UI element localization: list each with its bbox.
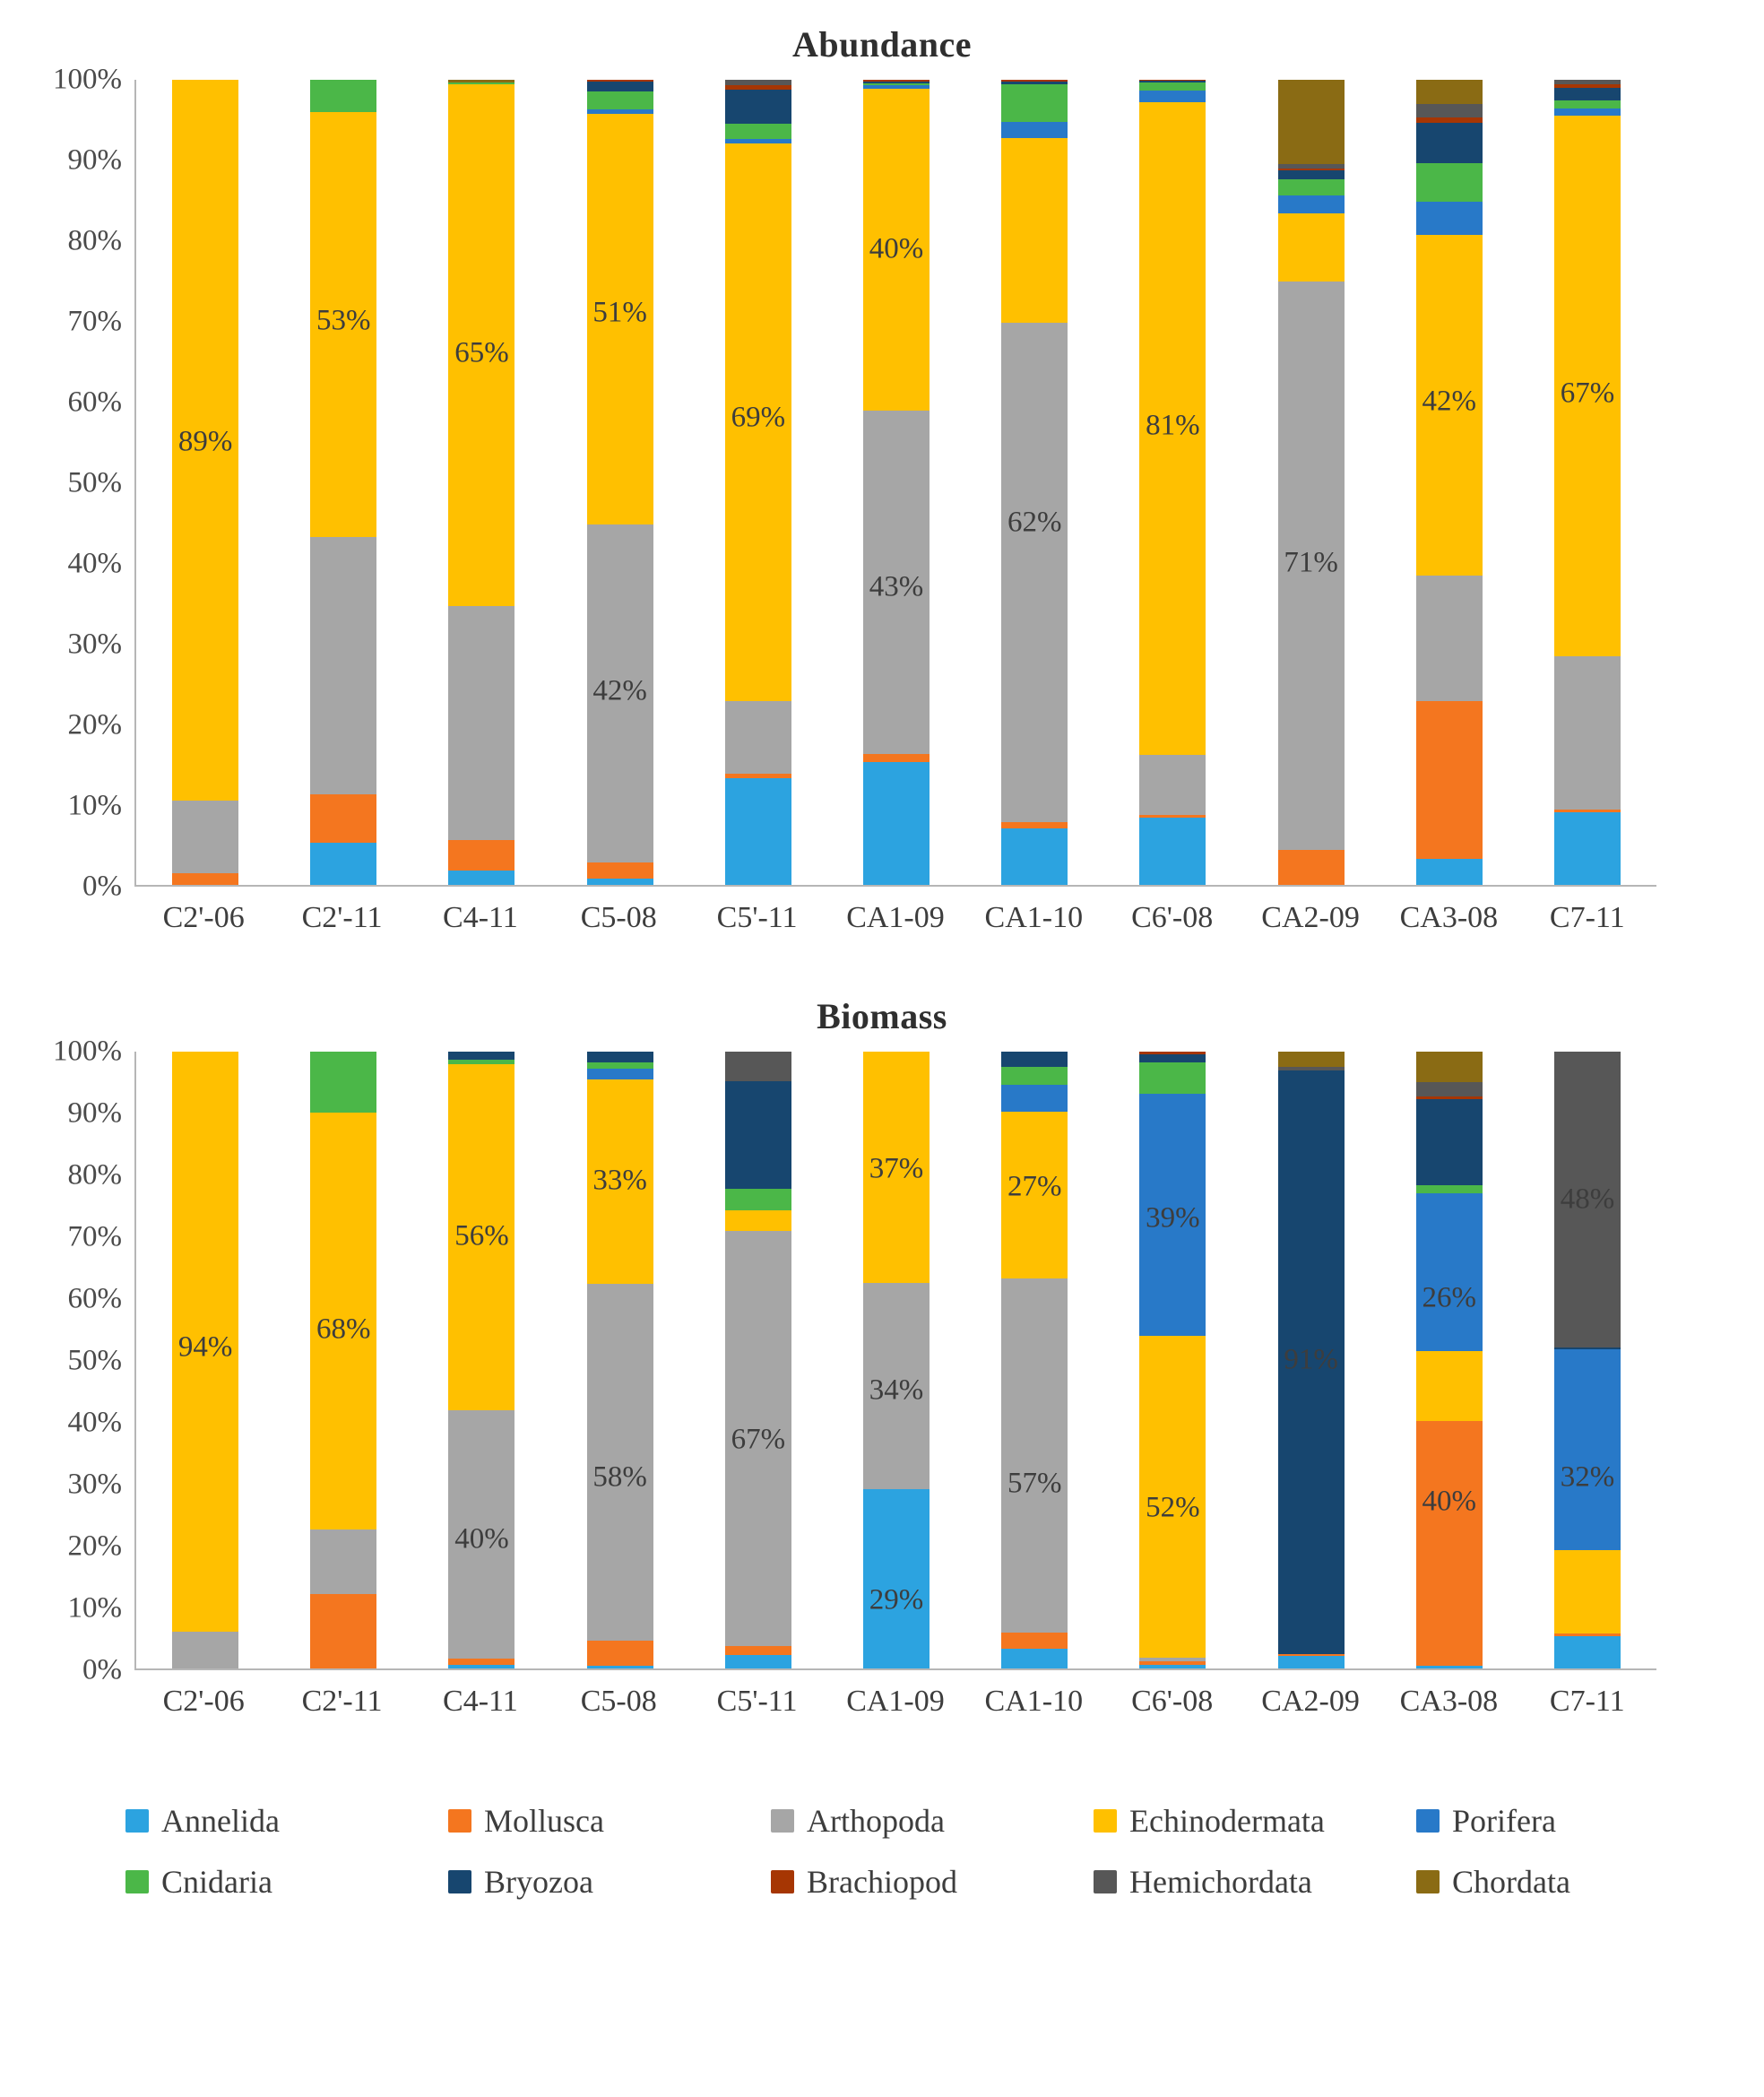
bar-segment bbox=[1416, 576, 1483, 701]
bar-segment bbox=[587, 91, 653, 110]
bar-value-label: 40% bbox=[454, 1522, 509, 1555]
x-axis-tick: C6'-08 bbox=[1131, 901, 1214, 934]
bar-segment bbox=[1554, 88, 1621, 100]
bar-segment bbox=[725, 1052, 791, 1081]
y-axis-tick: 90% bbox=[67, 1096, 122, 1130]
bar-slot bbox=[965, 1052, 1103, 1668]
bar-value-label: 26% bbox=[1422, 1281, 1477, 1314]
plot-wrap-abundance bbox=[0, 63, 1764, 903]
stacked-bar[interactable] bbox=[587, 1052, 653, 1668]
y-axis-tick: 40% bbox=[67, 547, 122, 580]
stacked-bar[interactable] bbox=[448, 1052, 514, 1668]
bar-segment bbox=[310, 537, 376, 794]
bar-segment bbox=[1554, 116, 1621, 656]
bar-segment bbox=[310, 1529, 376, 1595]
x-axis-tick: C7-11 bbox=[1549, 901, 1625, 934]
bar-segment bbox=[1416, 202, 1483, 236]
panel-biomass bbox=[0, 977, 1764, 1766]
bar-slot bbox=[827, 80, 965, 885]
bar-value-label: 51% bbox=[592, 296, 647, 329]
x-axis-tick: C6'-08 bbox=[1131, 1685, 1214, 1718]
bar-value-label: 81% bbox=[1146, 409, 1200, 442]
y-axis-biomass bbox=[0, 1035, 134, 1686]
y-axis-tick: 70% bbox=[67, 1220, 122, 1253]
stacked-bar[interactable] bbox=[310, 80, 376, 885]
bar-segment bbox=[725, 778, 791, 885]
bar-value-label: 89% bbox=[177, 425, 233, 458]
x-axis-tick: CA3-08 bbox=[1399, 1685, 1499, 1718]
bar-segment bbox=[725, 1210, 791, 1231]
x-axis-biomass bbox=[134, 1670, 1656, 1719]
bar-segment bbox=[1278, 850, 1345, 885]
stacked-bar[interactable] bbox=[172, 80, 238, 885]
bar-segment bbox=[448, 84, 514, 606]
x-axis-tick: C5'-11 bbox=[716, 901, 798, 934]
bar-segment bbox=[1001, 1085, 1068, 1112]
y-axis-tick: 60% bbox=[67, 386, 122, 419]
legend-item[interactable] bbox=[1416, 1863, 1570, 1901]
legend-swatch-icon bbox=[1416, 1870, 1440, 1893]
x-axis-tick: CA1-10 bbox=[984, 901, 1084, 934]
bar-segment bbox=[863, 411, 930, 754]
stacked-bar[interactable] bbox=[448, 80, 514, 885]
bar-segment bbox=[725, 143, 791, 701]
bar-segment bbox=[587, 1641, 653, 1666]
y-axis-tick: 10% bbox=[67, 1591, 122, 1625]
bar-value-label: 33% bbox=[592, 1164, 647, 1197]
legend-item-label: Mollusca bbox=[484, 1803, 604, 1839]
bar-segment bbox=[172, 801, 238, 873]
bar-value-label: 65% bbox=[454, 336, 509, 369]
stacked-bar[interactable] bbox=[1001, 80, 1068, 885]
y-axis-tick: 100% bbox=[53, 63, 122, 96]
bar-segment bbox=[1278, 1052, 1345, 1067]
bar-slot bbox=[274, 1052, 412, 1668]
bar-segment bbox=[1139, 1336, 1206, 1658]
bar-segment bbox=[1554, 100, 1621, 108]
bar-segment bbox=[1416, 859, 1483, 885]
bar-segment bbox=[310, 112, 376, 537]
stacked-bar[interactable] bbox=[725, 80, 791, 885]
bar-segment bbox=[863, 89, 930, 411]
bar-segment bbox=[863, 1489, 930, 1668]
bar-value-label: 32% bbox=[1560, 1460, 1615, 1494]
stacked-bar[interactable] bbox=[725, 1052, 791, 1668]
legend-item[interactable] bbox=[448, 1863, 771, 1901]
bar-segment bbox=[310, 794, 376, 843]
bar-value-label: 34% bbox=[869, 1373, 924, 1407]
x-axis-tick: CA3-08 bbox=[1399, 901, 1499, 934]
bar-segment bbox=[587, 1062, 653, 1069]
legend-swatch-icon bbox=[1416, 1809, 1440, 1833]
stacked-bar[interactable] bbox=[1278, 80, 1345, 885]
bar-segment bbox=[1278, 1070, 1345, 1653]
bar-value-label: 42% bbox=[592, 674, 647, 707]
legend-item[interactable] bbox=[771, 1802, 1094, 1840]
bars-biomass bbox=[136, 1052, 1656, 1668]
legend-item[interactable] bbox=[125, 1863, 448, 1901]
x-axis-tick: C5'-11 bbox=[716, 1685, 798, 1718]
bar-segment bbox=[863, 1052, 930, 1283]
bar-value-label: 40% bbox=[1422, 1485, 1477, 1518]
chart-legend bbox=[0, 1802, 1764, 1901]
bar-slot bbox=[1518, 80, 1656, 885]
legend-item[interactable] bbox=[1416, 1802, 1556, 1840]
bar-segment bbox=[1278, 1656, 1345, 1668]
bar-value-label: 39% bbox=[1146, 1201, 1200, 1235]
y-axis-tick: 40% bbox=[67, 1406, 122, 1439]
y-axis-tick: 70% bbox=[67, 305, 122, 338]
legend-item-label: Hemichordata bbox=[1129, 1864, 1312, 1900]
bar-value-label: 67% bbox=[1560, 377, 1615, 410]
bar-value-label: 94% bbox=[177, 1330, 233, 1364]
bar-segment bbox=[310, 1052, 376, 1113]
bar-slot bbox=[827, 1052, 965, 1668]
bar-segment bbox=[448, 606, 514, 839]
bar-segment bbox=[448, 1052, 514, 1060]
bar-segment bbox=[1139, 1094, 1206, 1336]
bar-segment bbox=[1139, 102, 1206, 754]
bar-segment bbox=[587, 1666, 653, 1668]
y-axis-tick: 0% bbox=[82, 1653, 122, 1686]
legend-item-label: Chordata bbox=[1452, 1864, 1570, 1900]
bar-slot bbox=[689, 80, 827, 885]
chart-title-biomass: Biomass bbox=[817, 996, 947, 1036]
bar-segment bbox=[1278, 80, 1345, 164]
stacked-bar[interactable] bbox=[587, 80, 653, 885]
bar-segment bbox=[1416, 1666, 1483, 1668]
bar-value-label: 91% bbox=[1284, 1343, 1338, 1376]
bar-segment bbox=[448, 1665, 514, 1668]
bar-segment bbox=[310, 1113, 376, 1529]
bar-segment bbox=[1139, 1054, 1206, 1063]
bar-segment bbox=[587, 1284, 653, 1641]
x-axis-tick: CA2-09 bbox=[1261, 901, 1360, 934]
x-axis-tick: C2'-11 bbox=[301, 901, 383, 934]
bar-segment bbox=[1416, 1082, 1483, 1096]
legend-item-label: Porifera bbox=[1452, 1803, 1556, 1839]
x-axis-tick: C5-08 bbox=[580, 901, 657, 934]
bar-segment bbox=[1139, 82, 1206, 91]
legend-item[interactable] bbox=[125, 1802, 448, 1840]
legend-swatch-icon bbox=[448, 1809, 471, 1833]
bar-value-label: 71% bbox=[1284, 546, 1338, 579]
bar-value-label: 67% bbox=[731, 1423, 786, 1456]
y-axis-tick: 10% bbox=[67, 789, 122, 822]
x-axis-tick: C7-11 bbox=[1549, 1685, 1625, 1718]
plot-area-biomass bbox=[134, 1052, 1656, 1670]
bar-segment bbox=[587, 524, 653, 862]
y-axis-tick: 50% bbox=[67, 1344, 122, 1377]
bar-value-label: 53% bbox=[316, 304, 371, 337]
bar-segment bbox=[1278, 213, 1345, 282]
bar-segment bbox=[1416, 701, 1483, 859]
plot-wrap-biomass bbox=[0, 1035, 1764, 1686]
plot-area-abundance bbox=[134, 80, 1656, 887]
bar-segment bbox=[725, 1189, 791, 1209]
bar-segment bbox=[1416, 104, 1483, 117]
bar-value-label: 27% bbox=[1007, 1170, 1062, 1203]
y-axis-tick: 90% bbox=[67, 143, 122, 177]
bar-segment bbox=[1416, 80, 1483, 104]
bar-slot bbox=[1103, 1052, 1241, 1668]
bar-segment bbox=[1001, 822, 1068, 828]
bar-segment bbox=[1554, 1349, 1621, 1550]
legend-swatch-icon bbox=[125, 1809, 149, 1833]
bar-value-label: 52% bbox=[1146, 1491, 1200, 1524]
bar-slot bbox=[1242, 80, 1380, 885]
bar-value-label: 58% bbox=[592, 1460, 647, 1494]
bar-segment bbox=[310, 80, 376, 112]
legend-item-label: Bryozoa bbox=[484, 1864, 593, 1900]
bar-segment bbox=[448, 1064, 514, 1409]
bar-segment bbox=[1139, 818, 1206, 885]
stacked-bar[interactable] bbox=[1554, 1052, 1621, 1668]
legend-item-label: Arthopoda bbox=[807, 1803, 945, 1839]
bar-value-label: 69% bbox=[731, 401, 786, 434]
x-axis-tick: C4-11 bbox=[443, 1685, 518, 1718]
bar-segment bbox=[310, 843, 376, 885]
x-axis-abundance bbox=[134, 887, 1656, 935]
legend-item-label: Echinodermata bbox=[1129, 1803, 1325, 1839]
bar-segment bbox=[1001, 122, 1068, 138]
stacked-bar[interactable] bbox=[1278, 1052, 1345, 1668]
bar-segment bbox=[725, 701, 791, 774]
bar-segment bbox=[863, 1283, 930, 1489]
legend-item[interactable] bbox=[1094, 1863, 1416, 1901]
bar-segment bbox=[1554, 1052, 1621, 1347]
stacked-bar[interactable] bbox=[1416, 80, 1483, 885]
bar-segment bbox=[1416, 1185, 1483, 1192]
y-axis-tick: 80% bbox=[67, 224, 122, 257]
legend-item[interactable] bbox=[771, 1863, 1094, 1901]
legend-swatch-icon bbox=[1094, 1870, 1117, 1893]
x-axis-tick: C2'-06 bbox=[162, 1685, 245, 1718]
bar-segment bbox=[448, 840, 514, 871]
bar-segment bbox=[1416, 235, 1483, 576]
x-axis-tick: CA1-10 bbox=[984, 1685, 1084, 1718]
legend-swatch-icon bbox=[448, 1870, 471, 1893]
bar-segment bbox=[587, 1069, 653, 1079]
bar-segment bbox=[1416, 123, 1483, 163]
stacked-bar[interactable] bbox=[1554, 80, 1621, 885]
bar-segment bbox=[725, 1655, 791, 1668]
bar-segment bbox=[1001, 828, 1068, 885]
bar-segment bbox=[172, 1052, 238, 1632]
bar-segment bbox=[1001, 323, 1068, 822]
x-axis-tick: C4-11 bbox=[443, 901, 518, 934]
bar-segment bbox=[1554, 1636, 1621, 1668]
bar-segment bbox=[172, 873, 238, 885]
panel-abundance bbox=[0, 0, 1764, 977]
bars-abundance bbox=[136, 80, 1656, 885]
legend-swatch-icon bbox=[1094, 1809, 1117, 1833]
bar-segment bbox=[1139, 1665, 1206, 1668]
legend-item-label: Cnidaria bbox=[161, 1864, 272, 1900]
bar-slot bbox=[551, 1052, 689, 1668]
bar-value-label: 48% bbox=[1560, 1183, 1615, 1216]
bar-slot bbox=[1242, 1052, 1380, 1668]
bar-segment bbox=[587, 879, 653, 885]
bar-segment bbox=[587, 862, 653, 879]
bar-segment bbox=[1139, 91, 1206, 102]
bar-segment bbox=[587, 114, 653, 524]
bar-slot bbox=[1103, 80, 1241, 885]
bar-segment bbox=[1278, 195, 1345, 213]
chart-title-abundance: Abundance bbox=[791, 24, 973, 65]
bar-segment bbox=[725, 90, 791, 125]
x-axis-tick: CA1-09 bbox=[846, 901, 945, 934]
x-axis-tick: CA1-09 bbox=[846, 1685, 945, 1718]
bar-segment bbox=[1554, 108, 1621, 115]
bar-slot bbox=[274, 80, 412, 885]
bar-segment bbox=[725, 124, 791, 138]
bar-segment bbox=[587, 82, 653, 91]
y-axis-tick: 60% bbox=[67, 1282, 122, 1315]
x-axis-tick: C2'-11 bbox=[301, 1685, 383, 1718]
stacked-bar[interactable] bbox=[1139, 80, 1206, 885]
bar-segment bbox=[1416, 1052, 1483, 1082]
bar-segment bbox=[310, 1594, 376, 1668]
legend-swatch-icon bbox=[125, 1870, 149, 1893]
bar-slot bbox=[965, 80, 1103, 885]
legend-item[interactable] bbox=[1094, 1802, 1416, 1840]
stacked-bar[interactable] bbox=[310, 1052, 376, 1668]
bar-segment bbox=[448, 1659, 514, 1665]
bar-slot bbox=[1380, 1052, 1518, 1668]
legend-row-2 bbox=[125, 1863, 1630, 1901]
legend-swatch-icon bbox=[771, 1870, 794, 1893]
stacked-bar[interactable] bbox=[172, 1052, 238, 1668]
bar-segment bbox=[587, 1052, 653, 1062]
bar-segment bbox=[1278, 282, 1345, 850]
bar-value-label: 62% bbox=[1007, 506, 1062, 539]
bar-segment bbox=[1001, 1649, 1068, 1668]
x-axis-tick: C2'-06 bbox=[162, 901, 245, 934]
bar-segment bbox=[1001, 84, 1068, 121]
bar-segment bbox=[725, 1081, 791, 1189]
bar-segment bbox=[1001, 1633, 1068, 1649]
stacked-bar[interactable] bbox=[1416, 1052, 1483, 1668]
legend-swatch-icon bbox=[771, 1809, 794, 1833]
y-axis-tick: 100% bbox=[53, 1035, 122, 1068]
bar-value-label: 68% bbox=[316, 1313, 371, 1346]
legend-item[interactable] bbox=[448, 1802, 771, 1840]
bar-value-label: 43% bbox=[869, 570, 924, 603]
bar-value-label: 42% bbox=[1422, 385, 1477, 418]
bar-segment bbox=[448, 1410, 514, 1659]
bar-slot bbox=[412, 80, 550, 885]
bar-slot bbox=[1380, 80, 1518, 885]
bar-slot bbox=[551, 80, 689, 885]
y-axis-tick: 30% bbox=[67, 1468, 122, 1501]
bar-segment bbox=[1554, 1550, 1621, 1633]
stacked-bar[interactable] bbox=[863, 1052, 930, 1668]
stacked-bar[interactable] bbox=[1139, 1052, 1206, 1668]
bar-segment bbox=[1139, 755, 1206, 815]
bar-slot bbox=[1518, 1052, 1656, 1668]
y-axis-tick: 30% bbox=[67, 628, 122, 661]
bar-value-label: 29% bbox=[869, 1583, 924, 1616]
bar-segment bbox=[1278, 179, 1345, 195]
x-axis-tick: C5-08 bbox=[580, 1685, 657, 1718]
bar-segment bbox=[1001, 1112, 1068, 1278]
bar-segment bbox=[1416, 1351, 1483, 1421]
bar-segment bbox=[863, 762, 930, 885]
bar-segment bbox=[1139, 1062, 1206, 1093]
bar-segment bbox=[587, 1079, 653, 1284]
y-axis-tick: 50% bbox=[67, 466, 122, 499]
bar-segment bbox=[448, 871, 514, 885]
bar-segment bbox=[1001, 138, 1068, 324]
bar-segment bbox=[1278, 170, 1345, 180]
y-axis-tick: 80% bbox=[67, 1158, 122, 1191]
legend-item-label: Brachiopod bbox=[807, 1864, 957, 1900]
bar-value-label: 40% bbox=[869, 232, 924, 265]
bar-segment bbox=[1416, 163, 1483, 202]
bar-segment bbox=[725, 1646, 791, 1655]
bar-segment bbox=[1416, 1099, 1483, 1185]
bar-segment bbox=[172, 1632, 238, 1668]
bar-segment bbox=[1001, 1067, 1068, 1086]
legend-item-label: Annelida bbox=[161, 1803, 280, 1839]
bar-slot bbox=[689, 1052, 827, 1668]
bar-value-label: 56% bbox=[454, 1219, 509, 1252]
bar-segment bbox=[1554, 812, 1621, 885]
legend-row-1 bbox=[125, 1802, 1630, 1840]
bar-slot bbox=[136, 80, 274, 885]
bar-segment bbox=[863, 754, 930, 762]
x-axis-tick: CA2-09 bbox=[1261, 1685, 1360, 1718]
bar-segment bbox=[1554, 656, 1621, 810]
bar-value-label: 37% bbox=[869, 1152, 924, 1185]
y-axis-abundance bbox=[0, 63, 134, 903]
stacked-bar[interactable] bbox=[1001, 1052, 1068, 1668]
bar-segment bbox=[1416, 1193, 1483, 1351]
bar-value-label: 57% bbox=[1007, 1467, 1062, 1500]
y-axis-tick: 20% bbox=[67, 1529, 122, 1563]
bar-segment bbox=[1001, 1278, 1068, 1633]
bar-slot bbox=[136, 1052, 274, 1668]
bar-segment bbox=[725, 1231, 791, 1647]
y-axis-tick: 20% bbox=[67, 708, 122, 741]
bar-slot bbox=[412, 1052, 550, 1668]
y-axis-tick: 0% bbox=[82, 870, 122, 903]
stacked-bar[interactable] bbox=[863, 80, 930, 885]
bar-segment bbox=[1416, 1421, 1483, 1665]
bar-segment bbox=[1001, 1052, 1068, 1067]
bar-segment bbox=[172, 80, 238, 801]
